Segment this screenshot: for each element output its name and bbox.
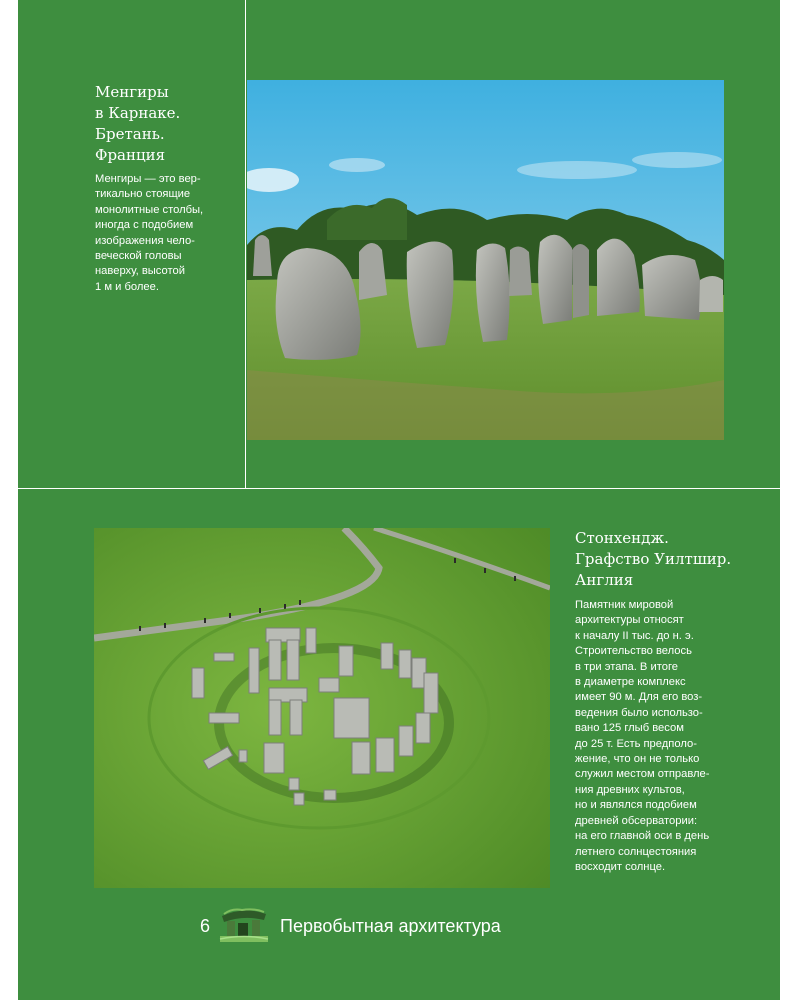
page-number: 6: [200, 916, 211, 936]
text-line: Строительство велось: [575, 645, 692, 658]
title-line: в Карнаке.: [95, 104, 181, 122]
text-line: Памятник мировой: [575, 599, 674, 611]
text-line: Менгиры — это вер-: [95, 173, 201, 185]
grid-divider-horizontal: [18, 488, 780, 489]
text-line: 1 м и более.: [95, 280, 159, 293]
text-line: веческой головы: [95, 250, 182, 263]
dolmen-icon: [218, 906, 270, 949]
title-line: Англия: [575, 571, 634, 589]
title-line: Бретань.: [95, 125, 165, 143]
text-line: летнего солнцестояния: [575, 845, 697, 858]
stonehenge-photo: [94, 528, 550, 888]
title-line: Франция: [95, 146, 166, 164]
text-line: имеет 90 м. Для его воз-: [575, 691, 703, 704]
grid-divider-vertical: [245, 0, 246, 489]
stonehenge-caption-title: [575, 528, 775, 591]
menhirs-photo: [247, 80, 724, 440]
text-line: древней обсерватории:: [575, 814, 698, 827]
stonehenge-caption-text: [575, 598, 745, 875]
title-line: Менгиры: [95, 83, 169, 101]
text-line: жение, что он не только: [575, 753, 700, 766]
text-line: ния древних культов,: [575, 783, 685, 796]
text-line: изображения чело-: [95, 234, 195, 247]
text-line: восходит солнце.: [575, 860, 666, 873]
text-line: к началу II тыс. до н. э.: [575, 629, 694, 642]
text-line: на его главной оси в день: [575, 830, 710, 843]
menhirs-caption-text: [95, 172, 235, 295]
section-title: Первобытная архитектура: [280, 916, 501, 936]
text-line: в три этапа. В итоге: [575, 660, 679, 673]
text-line: в диаметре комплекс: [575, 676, 686, 689]
text-line: служил местом отправле-: [575, 768, 710, 781]
text-line: наверху, высотой: [95, 265, 185, 278]
menhirs-caption-title: [95, 82, 235, 166]
text-line: тикально стоящие: [95, 188, 191, 201]
text-line: но и являлся подобием: [575, 799, 697, 812]
text-line: до 25 т. Есть предполо-: [575, 737, 697, 750]
text-line: вано 125 глыб весом: [575, 722, 684, 735]
text-line: ведения было использо-: [575, 706, 703, 719]
text-line: монолитные столбы,: [95, 203, 204, 216]
text-line: иногда с подобием: [95, 219, 194, 232]
text-line: архитектуры относят: [575, 614, 684, 627]
title-line: Графство Уилтшир.: [575, 550, 732, 568]
title-line: Стонхендж.: [575, 529, 669, 547]
